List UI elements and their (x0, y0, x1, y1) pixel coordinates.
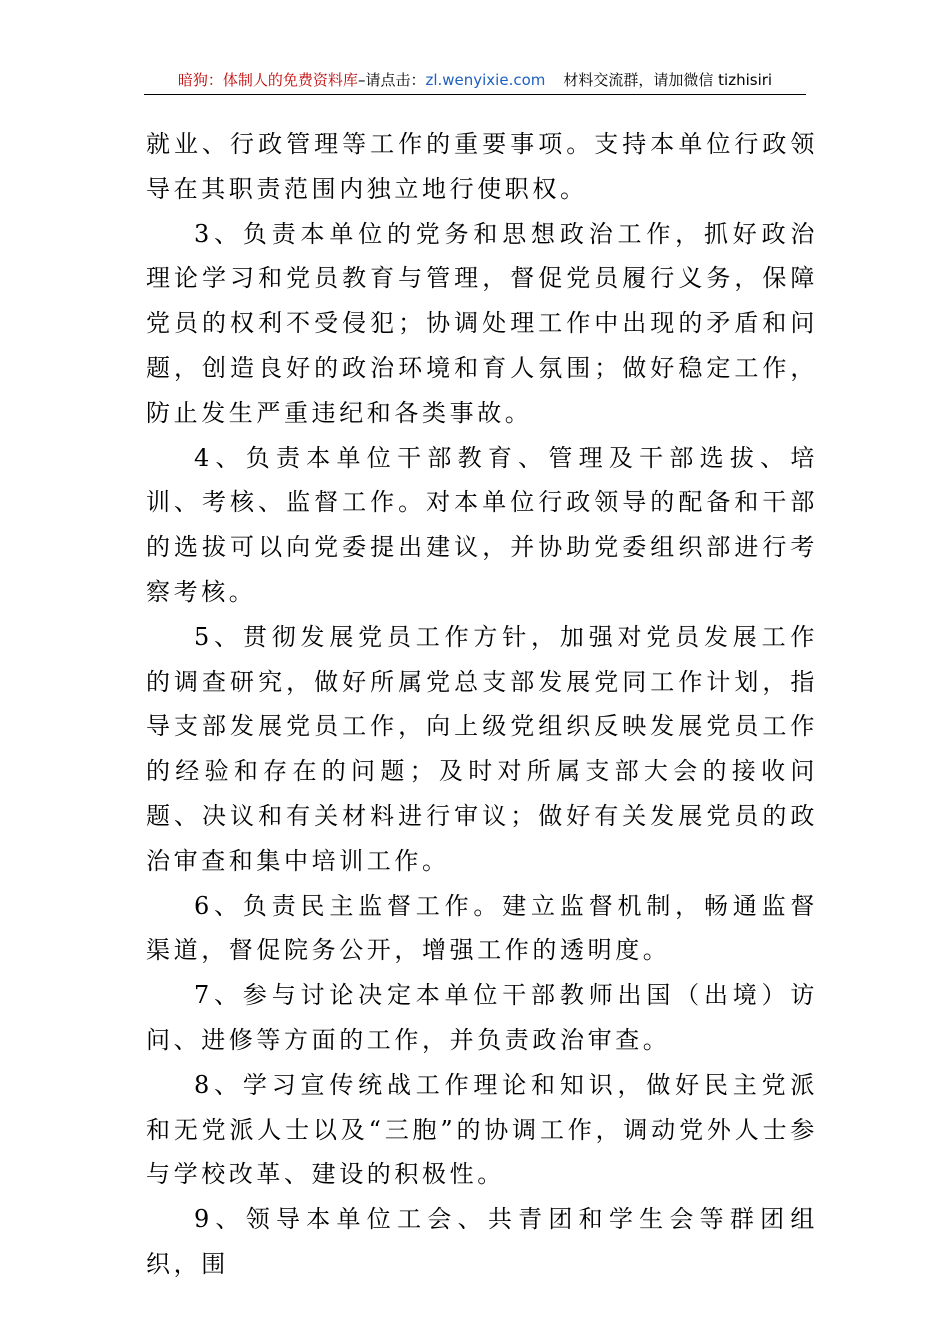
paragraph-item-3: 3、负责本单位的党务和思想政治工作，抓好政治理论学习和党员教育与管理，督促党员履行义务，保障党员的权利不受侵犯；协调处理工作中出现的矛盾和问题，创造良好的政治环境和育人氛围；做好稳定工作，防止发生严重违纪和各类事故。 (146, 219, 818, 427)
document-body (146, 122, 818, 1287)
paragraph-item-4: 4、负责本单位干部教育、管理及干部选拔、培训、考核、监督工作。对本单位行政领导的配备和干部的选拔可以向党委提出建议，并协助党委组织部进行考察考核。 (146, 443, 818, 606)
paragraph-item-9: 9、领导本单位工会、共青团和学生会等群团组织，围 (146, 1205, 818, 1278)
paragraph-item-6: 6、负责民主监督工作。建立监督机制，畅通监督渠道，督促院务公开，增强工作的透明度。 (146, 891, 818, 965)
header-brand: 暗狗：体制人的免费资料库 (177, 71, 358, 89)
paragraph-item-8: 8、学习宣传统战工作理论和知识，做好民主党派和无党派人士以及“三胞”的协调工作，调动党外人士参与学校改革、建设的积极性。 (146, 1070, 818, 1189)
header-prompt: –请点击： (357, 71, 426, 89)
header-contact: 材料交流群，请加微信 tizhisiri (563, 71, 773, 89)
paragraph-continuation: 就业、行政管理等工作的重要事项。支持本单位行政领导在其职责范围内独立地行使职权。 (146, 130, 818, 203)
page-header (144, 66, 806, 95)
paragraph-item-7: 7、参与讨论决定本单位干部教师出国（出境）访问、进修等方面的工作，并负责政治审查。 (146, 981, 818, 1054)
header-url-link[interactable]: zl.wenyixie.com (425, 71, 546, 89)
paragraph-item-5: 5、贯彻发展党员工作方针，加强对党员发展工作的调查研究，做好所属党总支部发展党同工作计划，指导支部发展党员工作，向上级党组织反映发展党员工作的经验和存在的问题；及时对所属支部大会的接收问题、决议和有关材料进行审议；做好有关发展党员的政治审查和集中培训工作。 (146, 622, 818, 875)
